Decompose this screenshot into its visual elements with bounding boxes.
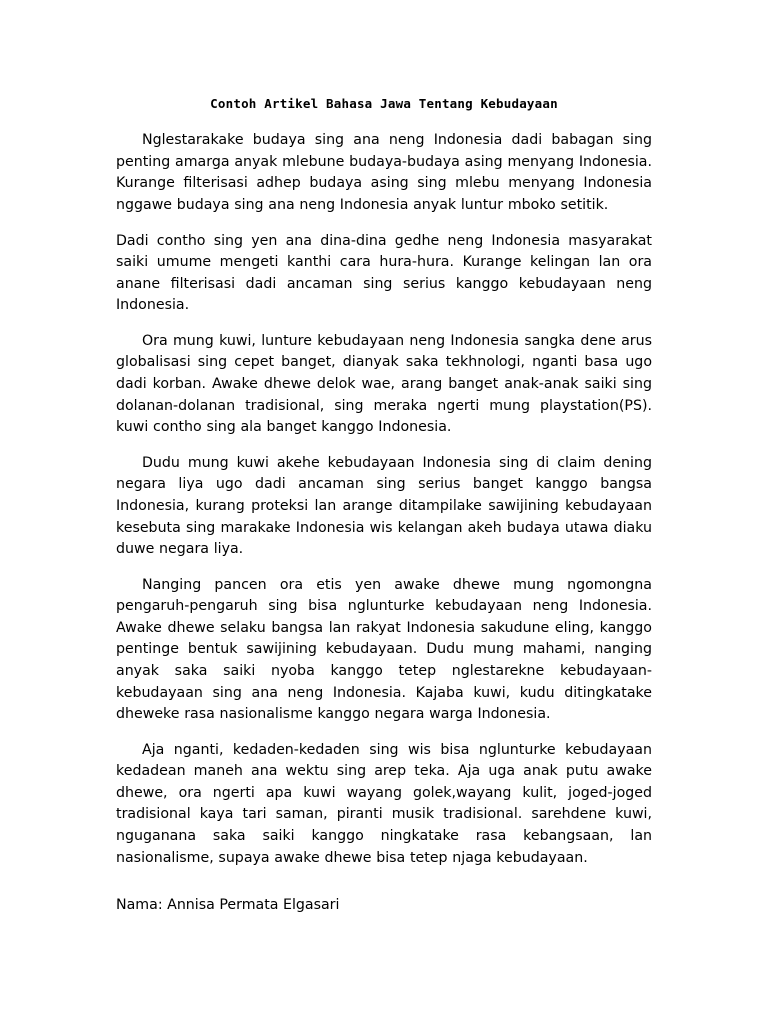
body-paragraph: Ora mung kuwi, lunture kebudayaan neng Indonesia sangka dene arus globalisasi sing cepet banget, dianyak saka tekhnologi, nganti basa ugo dadi korban. Awake dhewe delok wae, arang banget anak-anak saiki sing dolanan-dolanan tradisional, sing meraka ngerti mung playstation(PS). kuwi contho sing ala banget kanggo Indonesia. (116, 332, 652, 436)
page-title: Contoh Artikel Bahasa Jawa Tentang Kebudayaan (210, 96, 558, 111)
body-paragraph: Nanging pancen ora etis yen awake dhewe mung ngomongna pengaruh-pengaruh sing bisa nglunturke kebudayaan neng Indonesia. Awake dhewe selaku bangsa lan rakyat Indonesia sakudune eling, kanggo pentinge bentuk sawijining kebudayaan. Dudu mung mahami, nanging anyak saka saiki nyoba kanggo tetep nglestarekne kebudayaan-kebudayaan sing ana neng Indonesia. Kajaba kuwi, kudu ditingkatake dheweke rasa nasionalisme kanggo negara warga Indonesia. (116, 576, 652, 723)
author-signature: Nama: Annisa Permata Elgasari (116, 897, 340, 914)
body-paragraph: Nglestarakake budaya sing ana neng Indonesia dadi babagan sing penting amarga anyak mlebune budaya-budaya asing menyang Indonesia. Kurange filterisasi adhep budaya asing sing mlebu menyang Indonesia nggawe budaya sing ana neng Indonesia anyak luntur mboko setitik. (116, 132, 652, 213)
body-paragraph: Aja nganti, kedaden-kedaden sing wis bisa nglunturke kebudayaan kedadean maneh ana wektu sing arep teka. Aja uga anak putu awake dhewe, ora ngerti apa kuwi wayang golek,wayang kulit, joged-joged tradisional kaya tari saman, piranti musik tradisional. sarehdene kuwi, nguganana saka saiki kanggo ningkatake rasa kebangsaan, lan nasionalisme, supaya awake dhewe bisa tetep njaga kebudayaan. (116, 741, 652, 866)
body-paragraph: Dadi contho sing yen ana dina-dina gedhe neng Indonesia masyarakat saiki umume mengeti kanthi cara hura-hura. Kurange kelingan lan ora anane filterisasi dadi ancaman sing serius kanggo kebudayaan neng Indonesia. (116, 232, 652, 314)
body-paragraph: Dudu mung kuwi akehe kebudayaan Indonesia sing di claim dening negara liya ugo dadi ancaman sing serius banget kanggo bangsa Indonesia, kurang proteksi lan arange ditampilake sawijining kebudayaan kesebuta sing marakake Indonesia wis kelangan akeh budaya utawa diaku duwe negara liya. (116, 454, 652, 558)
